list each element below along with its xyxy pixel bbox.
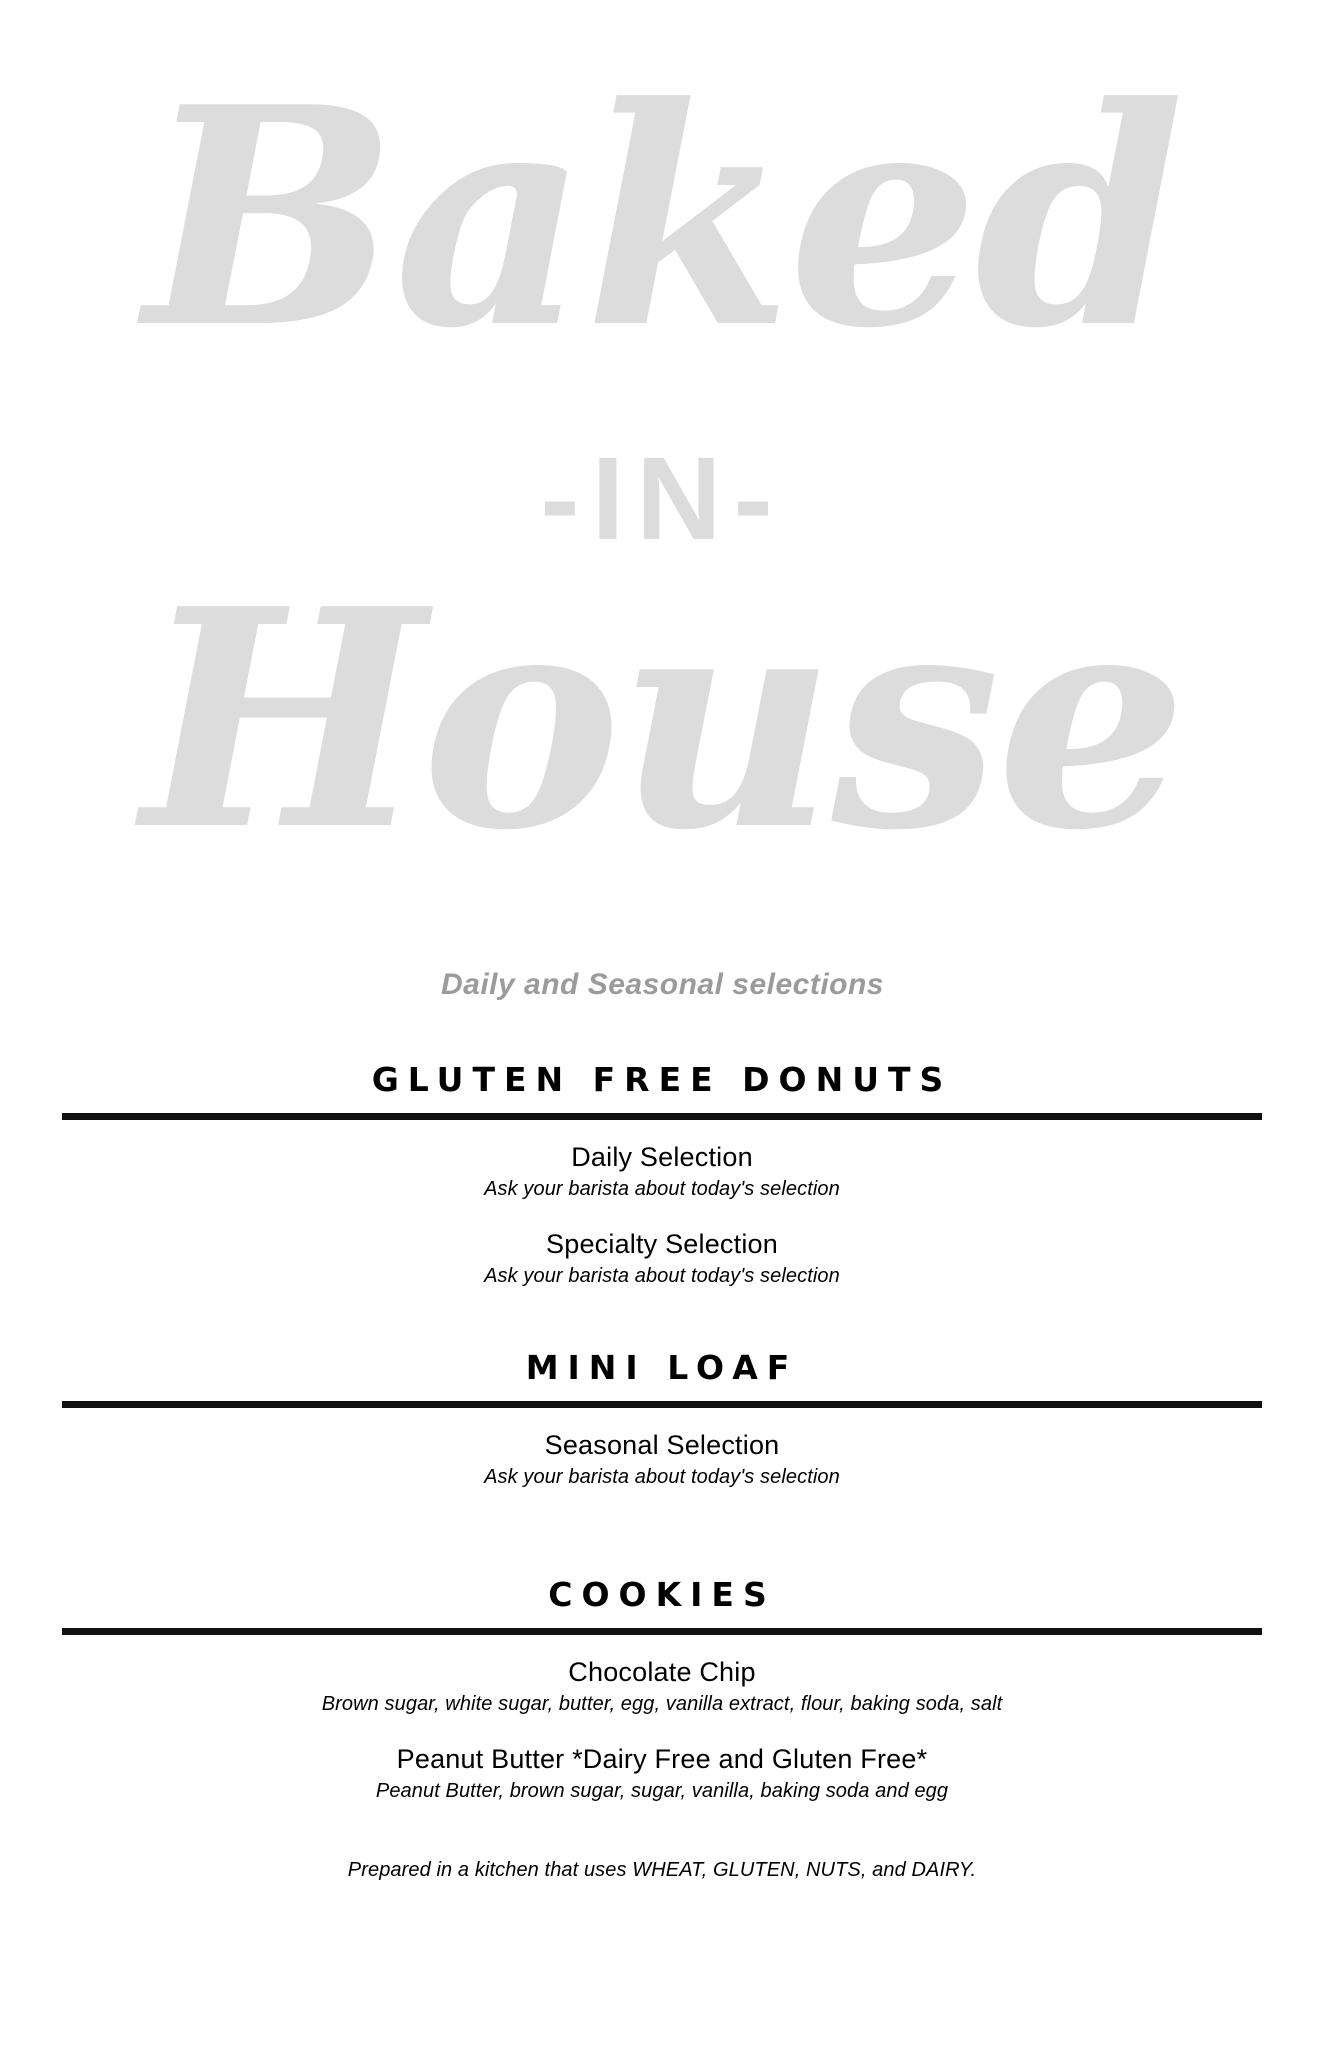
menu-item-name: Seasonal Selection	[544, 1430, 780, 1460]
menu-section-cookies	[62, 1575, 1262, 1803]
menu-item-description: Ask your barista about today's selection	[484, 1265, 840, 1287]
spacer	[62, 1549, 1262, 1575]
menu-item	[62, 1657, 1262, 1716]
section-title: MINI LOAF	[525, 1348, 799, 1387]
section-divider	[62, 1113, 1262, 1120]
menu-item-description: Ask your barista about today's selection	[484, 1466, 840, 1488]
watermark-line-in: -IN-	[540, 433, 785, 565]
spacer	[62, 1304, 1262, 1348]
menu-item	[62, 1142, 1262, 1201]
section-title: GLUTEN FREE DONUTS	[371, 1060, 953, 1099]
menu-item-name: Chocolate Chip	[568, 1657, 756, 1687]
menu-item-name: Specialty Selection	[546, 1229, 778, 1259]
menu-item	[62, 1744, 1262, 1803]
watermark-line-house: House	[141, 543, 1184, 896]
section-divider	[62, 1401, 1262, 1408]
spacer	[62, 1732, 1262, 1744]
spacer	[62, 1505, 1262, 1549]
section-title: COOKIES	[548, 1575, 776, 1614]
section-divider	[62, 1628, 1262, 1635]
menu-section-mini-loaf	[62, 1348, 1262, 1489]
spacer	[62, 1217, 1262, 1229]
menu-item-name: Peanut Butter *Dairy Free and Gluten Free*	[396, 1744, 928, 1774]
menu-item	[62, 1229, 1262, 1288]
watermark-line-baked: Baked	[144, 41, 1181, 394]
menu-item-description: Ask your barista about today's selection	[484, 1178, 840, 1200]
watermark-heading	[0, 40, 1325, 896]
menu-item-description: Brown sugar, white sugar, butter, egg, vanilla extract, flour, baking soda, salt	[321, 1693, 1003, 1715]
menu-subtitle: Daily and Seasonal selections	[440, 968, 884, 1001]
menu-item-name: Daily Selection	[571, 1142, 753, 1172]
menu-item-description: Peanut Butter, brown sugar, sugar, vanilla, baking soda and egg	[375, 1780, 949, 1802]
menu-item	[62, 1430, 1262, 1489]
menu-sections	[62, 1060, 1262, 1882]
menu-section-gluten-free-donuts	[62, 1060, 1262, 1288]
allergen-footnote: Prepared in a kitchen that uses WHEAT, GLUTEN, NUTS, and DAIRY.	[347, 1859, 977, 1881]
